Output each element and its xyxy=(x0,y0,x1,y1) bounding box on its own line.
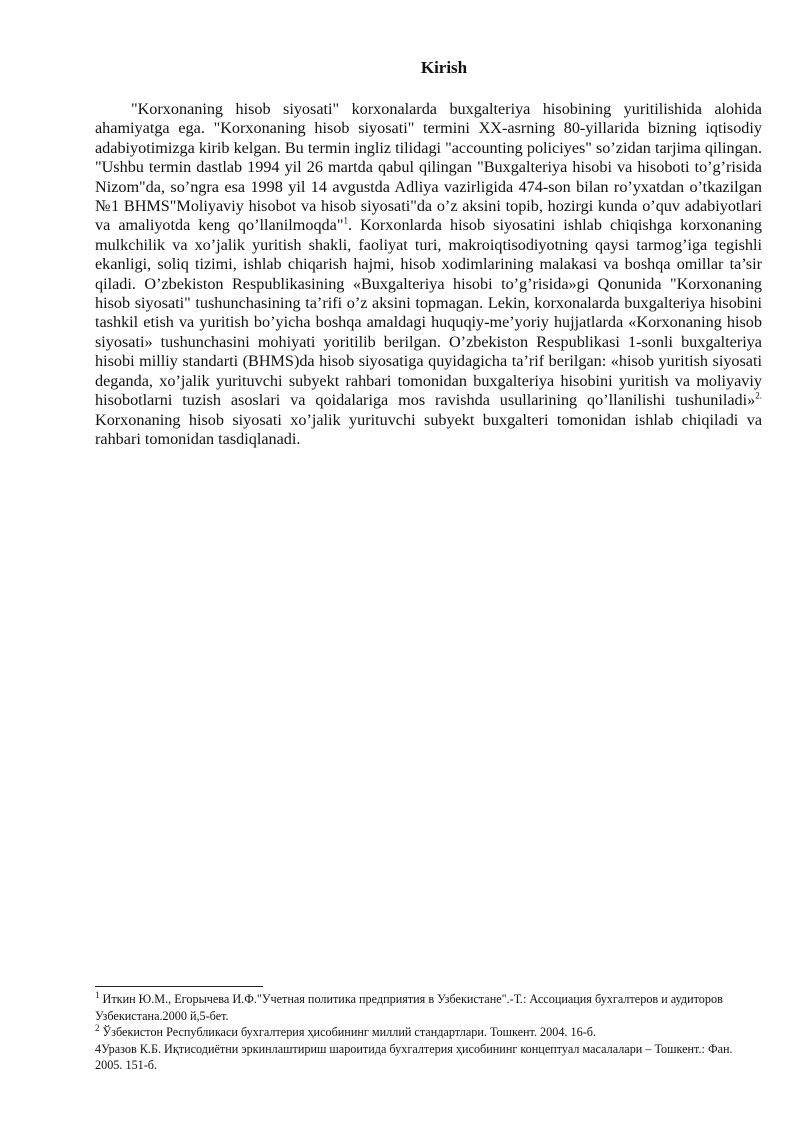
footnote-text: Иткин Ю.М., Егорычева И.Ф."Учетная политика предприятия в Узбекистане".-Т.: Ассоциация бухгалтеров и аудиторов Узбекистана.2000 й,5-бет. xyxy=(95,992,723,1023)
footnote-text: 4Уразов К.Б. Иқтисодиётни эркинлаштириш шароитида бухгалтерия ҳисобининг концептуал масалалари – Тошкент.: Фан. 2005. 151-б. xyxy=(95,1041,733,1073)
paragraph-text-3: Korxonaning hisob siyosati xo’jalik yurituvchi subyekt buxgalteri tomonidan ishlab chiqiladi va rahbari tomonidan tasdiqlanadi. xyxy=(95,410,762,448)
footnote-1 xyxy=(95,991,762,1024)
paragraph-text-1: "Korxonaning hisob siyosati" korxonalarda buxgalteriya hisobining yuritilishida alohida ahamiyatga ega. "Korxonaning hisob siyosati" termini XX-asrning 80-yillarida bizning iqtisodiy adabiyotimizga kirib kelgan. Bu termin ingliz tilidagi "accounting policiyes" so’zidan tarjima qilingan. "Ushbu termin dastlab 1994 yil 26 martda qabul qilingan "Buxgalteriya hisobi va hisoboti to’g’risida Nizom"da, so’ngra esa 1998 yil 14 avgustda Adliya vazirligida 474-son bilan ro’yxatdan o’tkazilgan №1 BHMS"Moliyaviy hisobot va hisob siyosati"da o’z aksini topib, hozirgi kunda o’quv adabiyotlari va amaliyotda keng qo’llanilmoqda" xyxy=(95,100,762,235)
footnote-ref-2[interactable]: 2. xyxy=(755,390,762,401)
paragraph-text-2: . Korxonlarda hisob siyosatini ishlab chiqishga korxonaning mulkchilik va xo’jalik yuritish shakli, faoliyat turi, makroiqtisodiyotning qaysi tarmog’iga tegishli ekanligi, soliq tizimi, ishlab chiqarish hajmi, hisob xodimlarining malakasi va boshqa omillar ta’sir qiladi. O’zbekiston Respublikasining «Buxgalteriya hisobi to’g’risida»gi Qonunida "Korxonaning hisob siyosati" tushunchasining ta’rifi o’z aksini topmagan. Lekin, korxonalarda buxgalteriya hisobini tashkil etish va yuritish bo’yicha boshqa amaldagi huquqiy-me’yoriy hujjatlarda «Korxonaning hisob siyosati» tushunchasini mohiyati yoritilib berilgan. O’zbekiston Respublikasi 1-sonli buxgalteriya hisobi milliy standarti (BHMS)da hisob siyosatiga quyidagicha ta’rif berilgan: «hisob yuritish siyosati deganda, xo’jalik yurituvchi subyekt rahbari tomonidan buxgalteriya hisobini yuritish va moliyaviy hisobotlarni tuzish asoslari va qoidalariga mos ravishda usullarining qo’llanilishi tushuniladi» xyxy=(95,216,762,410)
footnote-2 xyxy=(95,1024,762,1041)
footnote-text: Ўзбекистон Республикаси бухгалтерия ҳисобининг миллий стандартлари. Тошкент. 2004. 16-б. xyxy=(99,1025,597,1040)
body-paragraph xyxy=(95,100,762,449)
footnotes xyxy=(95,991,762,1074)
footnote-mark: 1 xyxy=(95,989,100,1000)
page-title: Kirish xyxy=(420,58,468,77)
footnote-mark: 2 xyxy=(95,1023,100,1034)
footnote-3 xyxy=(95,1041,762,1074)
footnote-ref-1[interactable]: 1 xyxy=(343,216,348,227)
footnote-separator xyxy=(95,986,263,987)
